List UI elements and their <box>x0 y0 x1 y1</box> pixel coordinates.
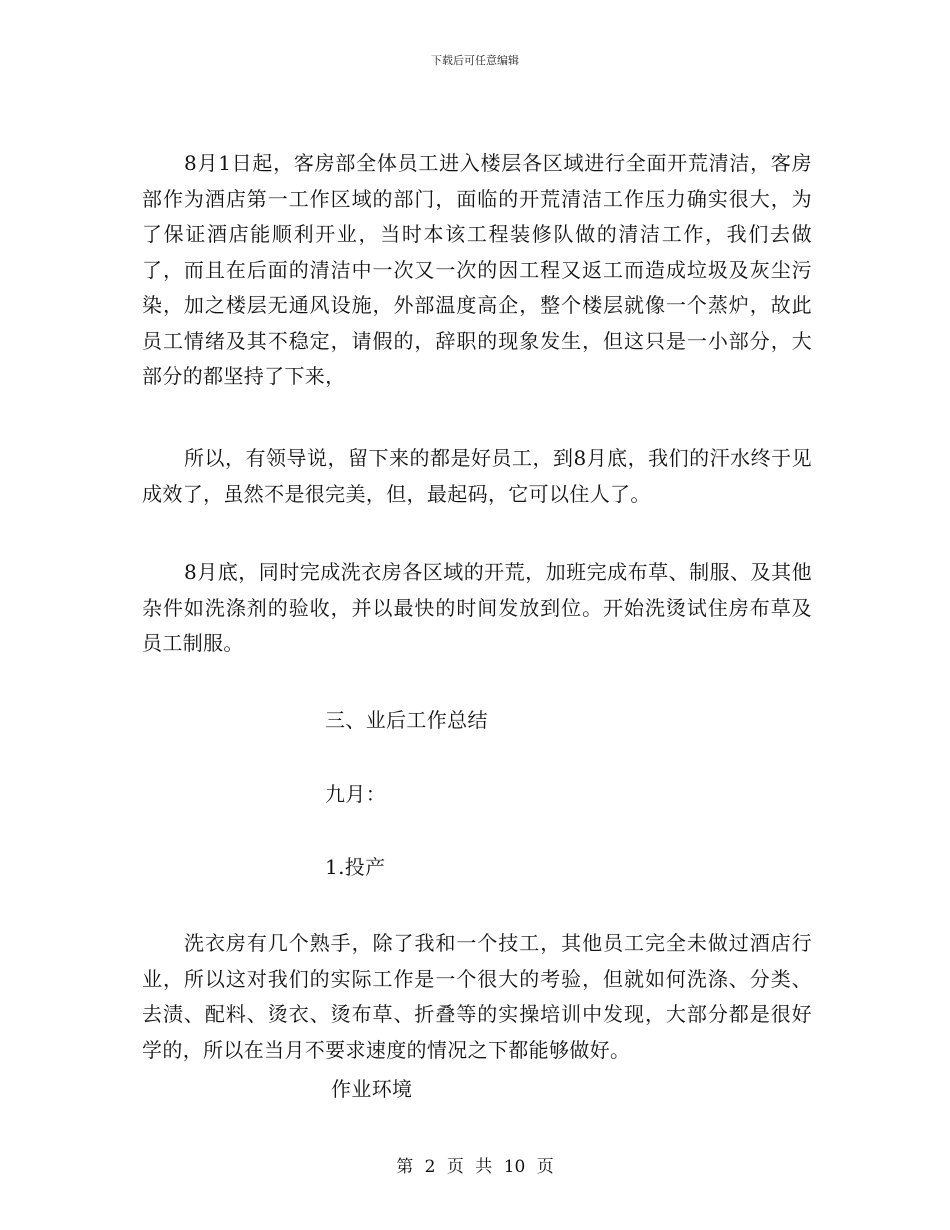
page-footer: 第 2 页 共 10 页 <box>396 1157 554 1177</box>
paragraph-good-employees: 所以，有领导说，留下来的都是好员工，到8月底，我们的汗水终于见成效了，虽然不是很完美，但，最起码，它可以住人了。 <box>142 446 812 506</box>
page-header: 下载后可任意编辑 <box>431 54 519 67</box>
paragraph-housekeeping-cleaning: 8月1日起，客房部全体员工进入楼层各区域进行全面开荒清洁，客房部作为酒店第一工作区域的部门，面临的开荒清洁工作压力确实很大，为了保证酒店能顺利开业，当时本该工程装修队做的清洁工作，我们去做了，而且在后面的清洁中一次又一次的因工程又返工而造成垃圾及灰尘污染，加之楼层无通风设施，外部温度高企，整个楼层就像一个蒸炉，故此员工情绪及其不稳定，请假的，辞职的现象发生，但这只是一小部分，大部分的都坚持了下来， <box>142 151 812 388</box>
subheading-september: 九月： <box>325 782 387 806</box>
paragraph-laundry-training: 洗衣房有几个熟手，除了我和一个技工，其他员工完全未做过酒店行业，所以这对我们的实际工作是一个很大的考验，但就如何洗涤、分类、去渍、配料、烫衣、烫布草、折叠等的实操培训中发现，大部分都是很好学的，所以在当月不要求速度的情况之下都能够做好。 <box>142 931 812 1062</box>
section-heading-post-opening: 三、业后工作总结 <box>325 708 488 732</box>
subheading-production: 1.投产 <box>325 855 386 879</box>
paragraph-laundry-opening: 8月底，同时完成洗衣房各区域的开荒，加班完成布草、制服、及其他杂件如洗涤剂的验收，并以最快的时间发放到位。开始洗烫试住房布草及员工制服。 <box>142 560 812 655</box>
subheading-work-environment: 作业环境 <box>331 1077 413 1101</box>
